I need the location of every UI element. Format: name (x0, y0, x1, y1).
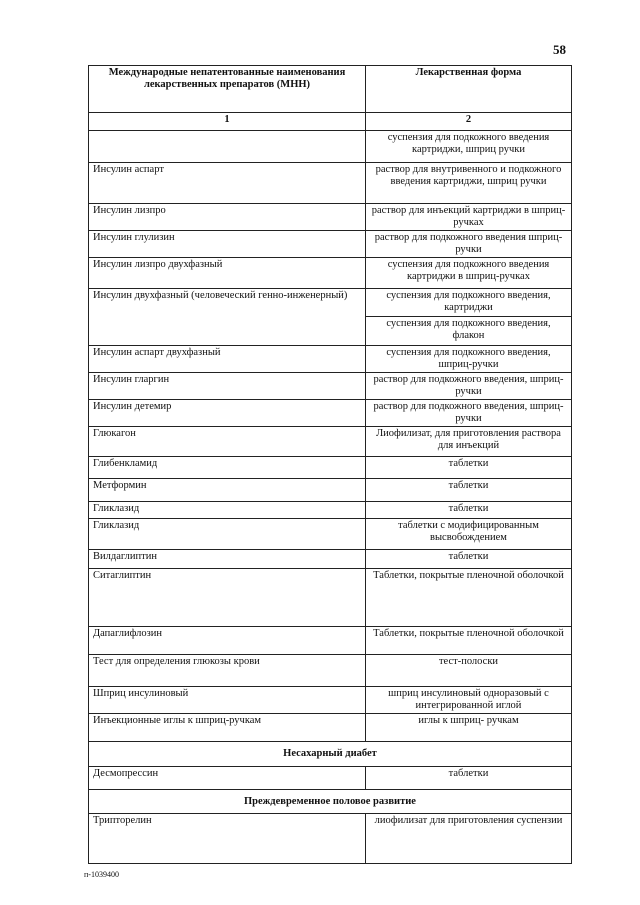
drug-name: Инсулин двухфазный (человеческий генно-инженерный) (89, 289, 366, 346)
page-number: 58 (553, 42, 566, 57)
table-row (89, 373, 572, 400)
table-row (89, 231, 572, 258)
table-row (89, 814, 572, 864)
drug-name: Инсулин детемир (89, 400, 366, 427)
drug-table (88, 65, 572, 864)
table-row (89, 258, 572, 289)
dosage-form: раствор для подкожного введения, шприц-ручки (366, 400, 572, 427)
dosage-form: таблетки (366, 502, 572, 519)
drug-name: Инсулин аспарт (89, 163, 366, 204)
drug-name: Инсулин лизпро двухфазный (89, 258, 366, 289)
table-row (89, 427, 572, 457)
dosage-form: Лиофилизат, для приготовления раствора для инъекций (366, 427, 572, 457)
table-row (89, 550, 572, 569)
dosage-form: таблетки (366, 767, 572, 790)
drug-name: Шприц инсулиновый (89, 687, 366, 714)
footer-code: п-1039400 (84, 870, 119, 879)
table-row (89, 655, 572, 687)
drug-name: Инсулин аспарт двухфазный (89, 346, 366, 373)
dosage-form: тест-полоски (366, 655, 572, 687)
dosage-form: раствор для подкожного введения шприц-ручки (366, 231, 572, 258)
drug-name: Глюкагон (89, 427, 366, 457)
drug-name: Ситаглиптин (89, 569, 366, 627)
table-row (89, 569, 572, 627)
header-col1: Международные непатентованные наименования лекарственных препаратов (МНН) (89, 66, 366, 113)
drug-name: Инъекционные иглы к шприц-ручкам (89, 714, 366, 742)
drug-name: Глибенкламид (89, 457, 366, 479)
dosage-form: таблетки (366, 479, 572, 502)
table-row (89, 289, 572, 317)
table-row (89, 519, 572, 550)
drug-name (89, 131, 366, 163)
drug-name: Дапаглифлозин (89, 627, 366, 655)
dosage-form: суспензия для подкожного введения, флакон (366, 317, 572, 346)
dosage-form: таблетки (366, 550, 572, 569)
table-row (89, 714, 572, 742)
dosage-form: раствор для внутривенного и подкожного введения картриджи, шприц ручки (366, 163, 572, 204)
section-row (89, 742, 572, 767)
table-row (89, 457, 572, 479)
dosage-form: раствор для подкожного введения, шприц-ручки (366, 373, 572, 400)
table-row (89, 346, 572, 373)
dosage-form: суспензия для подкожного введения, шприц-ручки (366, 346, 572, 373)
drug-name: Трипторелин (89, 814, 366, 864)
section-title: Несахарный диабет (89, 742, 572, 767)
header-col2: Лекарственная форма (366, 66, 572, 113)
table-row (89, 687, 572, 714)
dosage-form: таблетки (366, 457, 572, 479)
section-row (89, 790, 572, 814)
table-row (89, 502, 572, 519)
col-number-1: 1 (89, 113, 366, 131)
dosage-form: иглы к шприц- ручкам (366, 714, 572, 742)
dosage-form: суспензия для подкожного введения картриджи, шприц ручки (366, 131, 572, 163)
drug-name: Гликлазид (89, 502, 366, 519)
drug-name: Гликлазид (89, 519, 366, 550)
drug-name: Вилдаглиптин (89, 550, 366, 569)
dosage-form: суспензия для подкожного введения, картриджи (366, 289, 572, 317)
drug-name: Десмопрессин (89, 767, 366, 790)
table-row (89, 204, 572, 231)
drug-name: Инсулин лизпро (89, 204, 366, 231)
dosage-form: шприц инсулиновый одноразовый с интегрированной иглой (366, 687, 572, 714)
col-number-2: 2 (366, 113, 572, 131)
table-row (89, 400, 572, 427)
drug-name: Метформин (89, 479, 366, 502)
drug-name: Инсулин гларгин (89, 373, 366, 400)
table-row (89, 479, 572, 502)
section-title: Преждевременное половое развитие (89, 790, 572, 814)
dosage-form: Таблетки, покрытые пленочной оболочкой (366, 569, 572, 627)
table-row (89, 767, 572, 790)
dosage-form: таблетки с модифицированным высвобождением (366, 519, 572, 550)
dosage-form: суспензия для подкожного введения картриджи в шприц-ручках (366, 258, 572, 289)
table-header-row (89, 66, 572, 113)
column-number-row (89, 113, 572, 131)
table-row (89, 131, 572, 163)
drug-name: Тест для определения глюкозы крови (89, 655, 366, 687)
table-row (89, 163, 572, 204)
dosage-form: Таблетки, покрытые пленочной оболочкой (366, 627, 572, 655)
table-row (89, 627, 572, 655)
dosage-form: раствор для инъекций картриджи в шприц-ручках (366, 204, 572, 231)
dosage-form: лиофилизат для приготовления суспензии (366, 814, 572, 864)
drug-name: Инсулин глулизин (89, 231, 366, 258)
